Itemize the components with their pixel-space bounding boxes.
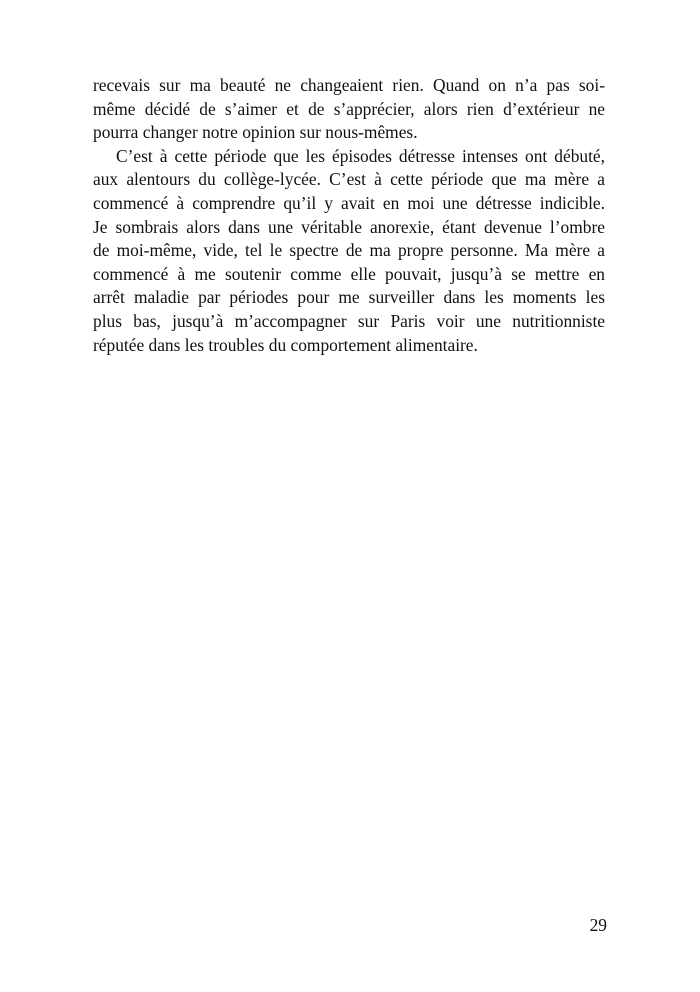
text-line: même décidé de s’aimer et de s’apprécier, alors rien d’extérieur ne	[93, 98, 605, 119]
text-line: réputée dans les troubles du comportement alimentaire.	[93, 334, 478, 355]
paragraph-2	[93, 145, 605, 357]
text-line: commencé à me soutenir comme elle pouvait, jusqu’à se mettre en	[93, 263, 605, 284]
text-line: C’est à cette période que les épisodes détresse intenses ont débuté,	[116, 145, 605, 166]
text-line: pourra changer notre opinion sur nous-mêmes.	[93, 122, 418, 143]
text-line: arrêt maladie par périodes pour me surveiller dans les moments les	[93, 287, 605, 308]
text-line: recevais sur ma beauté ne changeaient rien. Quand on n’a pas soi-	[93, 75, 605, 95]
body-text	[93, 74, 605, 357]
page-number: 29	[589, 915, 607, 935]
text-line: plus bas, jusqu’à m’accompagner sur Paris voir une nutritionniste	[93, 310, 605, 331]
paragraph-1	[93, 74, 605, 145]
text-line: aux alentours du collège-lycée. C’est à cette période que ma mère a	[93, 169, 605, 190]
text-line: commencé à comprendre qu’il y avait en moi une détresse indicible.	[93, 192, 605, 213]
text-line: Je sombrais alors dans une véritable anorexie, étant devenue l’ombre	[93, 216, 605, 237]
text-line: de moi-même, vide, tel le spectre de ma propre personne. Ma mère a	[93, 240, 605, 261]
